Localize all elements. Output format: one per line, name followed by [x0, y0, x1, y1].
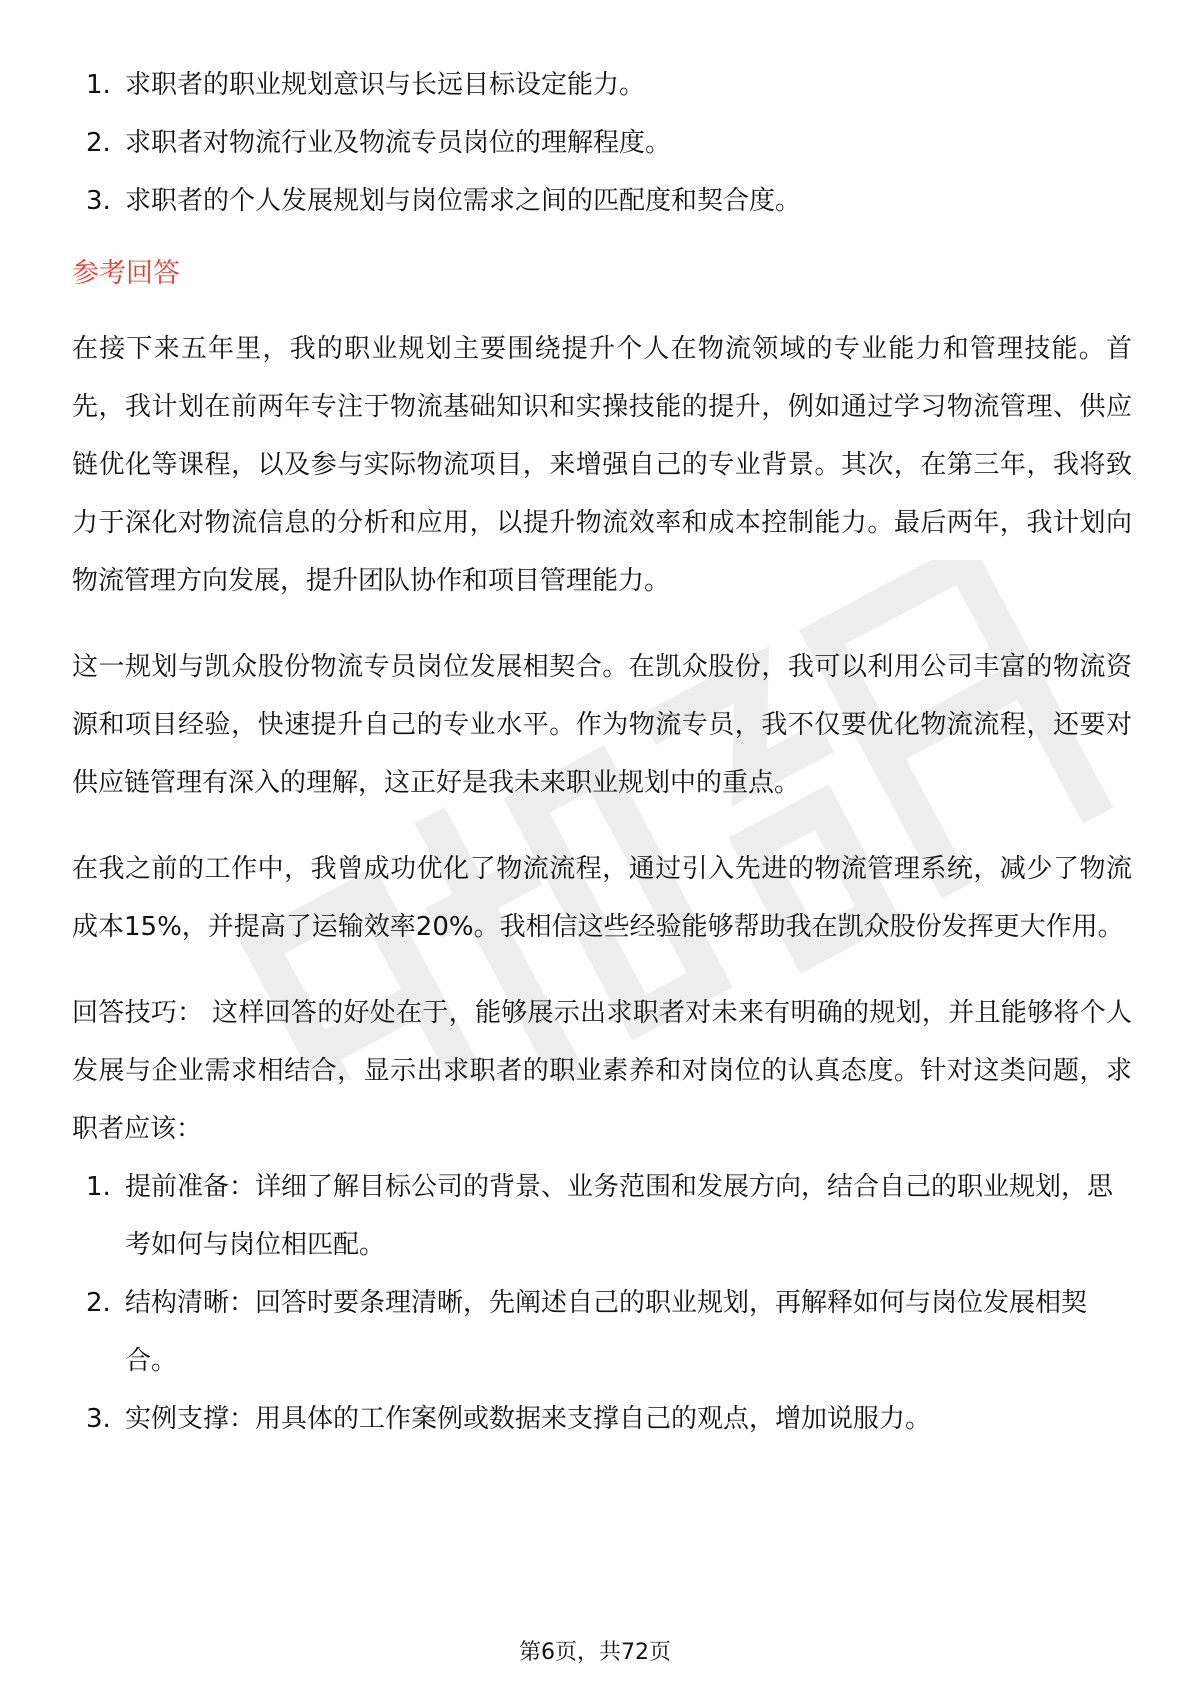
- list-item: [72, 172, 1132, 230]
- tips-paragraph: 回答技巧： 这样回答的好处在于，能够展示出求职者对未来有明确的规划，并且能够将个人发展与企业需求相结合，显示出求职者的职业素养和对岗位的认真态度。针对这类问题，求职者应该：: [72, 998, 1132, 1144]
- tips-list: [72, 1158, 1132, 1448]
- list-item-number: 3.: [86, 186, 111, 216]
- list-item: [72, 1390, 1132, 1448]
- list-item-text: 结构清晰：回答时要条理清晰，先阐述自己的职业规划，再解释如何与岗位发展相契合。: [125, 1288, 1088, 1376]
- list-item-text: 求职者的个人发展规划与岗位需求之间的匹配度和契合度。: [125, 186, 802, 216]
- answer-paragraph: 这一规划与凯众股份物流专员岗位发展相契合。在凯众股份，我可以利用公司丰富的物流资源和项目经验，快速提升自己的专业水平。作为物流专员，我不仅要优化物流流程，还要对供应链管理有深入的理解，这正好是我未来职业规划中的重点。: [72, 652, 1132, 798]
- answer-paragraph: 在接下来五年里，我的职业规划主要围绕提升个人在物流领域的专业能力和管理技能。首先，我计划在前两年专注于物流基础知识和实操技能的提升，例如通过学习物流管理、供应链优化等课程，以及参与实际物流项目，来增强自己的专业背景。其次，在第三年，我将致力于深化对物流信息的分析和应用，以提升物流效率和成本控制能力。最后两年，我计划向物流管理方向发展，提升团队协作和项目管理能力。: [72, 334, 1132, 596]
- list-item-number: 2.: [86, 1288, 111, 1318]
- list-item: [72, 1158, 1132, 1274]
- intro-list: [72, 56, 1132, 230]
- list-item-text: 求职者的职业规划意识与长远目标设定能力。: [125, 70, 646, 100]
- list-item-text: 提前准备：详细了解目标公司的背景、业务范围和发展方向，结合自己的职业规划，思考如何与岗位相匹配。: [125, 1172, 1114, 1260]
- answer-paragraph: 在我之前的工作中，我曾成功优化了物流流程，通过引入先进的物流管理系统，减少了物流成本15%，并提高了运输效率20%。我相信这些经验能够帮助我在凯众股份发挥更大作用。: [72, 854, 1132, 942]
- list-item: [72, 1274, 1132, 1390]
- main-content: [72, 56, 1132, 1448]
- list-item: [72, 56, 1132, 114]
- list-item-text: 实例支撑：用具体的工作案例或数据来支撑自己的观点，增加说服力。: [125, 1404, 932, 1434]
- list-item-number: 1.: [86, 70, 111, 100]
- page-footer: 第6页，共72页: [519, 1640, 671, 1665]
- list-item: [72, 114, 1132, 172]
- list-item-number: 3.: [86, 1404, 111, 1434]
- list-item-number: 2.: [86, 128, 111, 158]
- list-item-text: 求职者对物流行业及物流专员岗位的理解程度。: [125, 128, 672, 158]
- answer-heading: 参考回答: [72, 258, 180, 289]
- list-item-number: 1.: [86, 1172, 111, 1202]
